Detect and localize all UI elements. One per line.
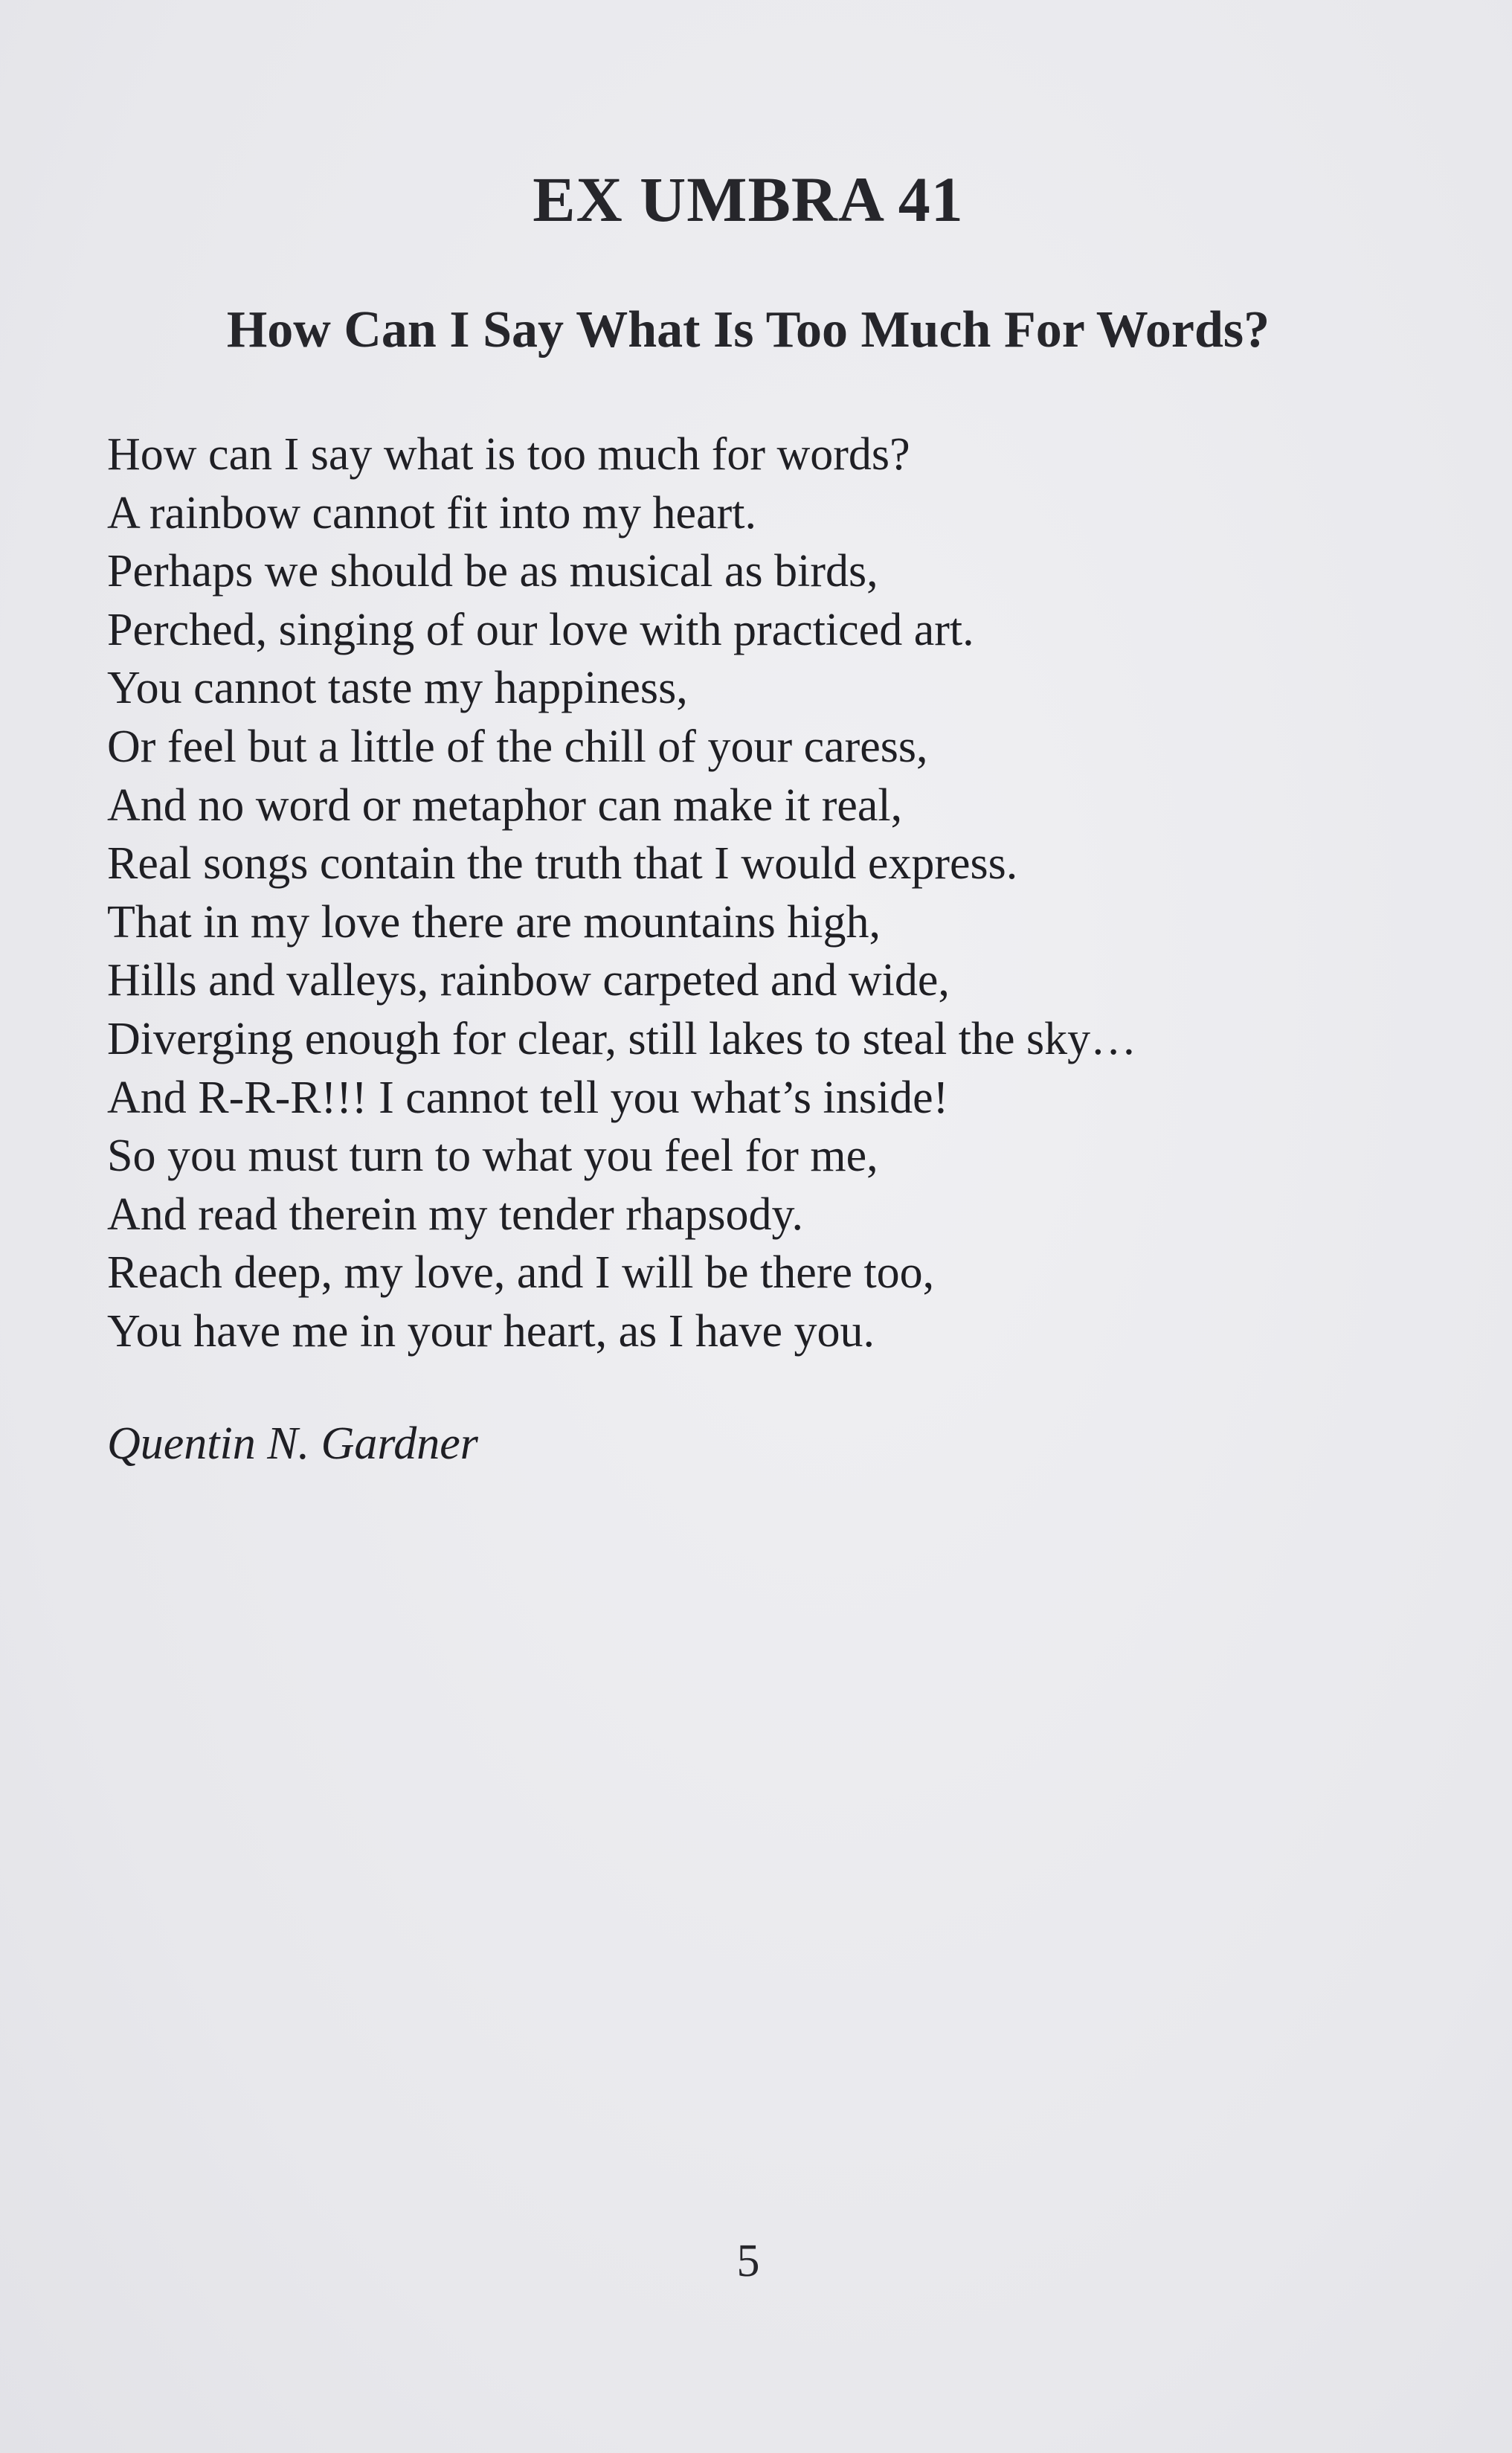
poem-line: That in my love there are mountains high, bbox=[107, 896, 881, 948]
poem-line: So you must turn to what you feel for me, bbox=[107, 1131, 878, 1182]
poem-title: How Can I Say What Is Too Much For Words? bbox=[226, 301, 1270, 359]
poem-line: And no word or metaphor can make it real, bbox=[107, 779, 903, 831]
poem-line: Reach deep, my love, and I will be there too, bbox=[107, 1247, 935, 1299]
poem-line: Hills and valleys, rainbow carpeted and wide, bbox=[107, 955, 950, 1006]
poem-line: Real songs contain the truth that I would express. bbox=[107, 838, 1018, 890]
poem-body bbox=[107, 425, 1446, 1361]
magazine-title: EX UMBRA 41 bbox=[533, 164, 964, 235]
poem-line: A rainbow cannot fit into my heart. bbox=[107, 487, 756, 538]
poem-line: How can I say what is too much for words? bbox=[107, 429, 910, 480]
poem-line: Perched, singing of our love with practiced art. bbox=[107, 604, 974, 655]
poem-line: Perhaps we should be as musical as birds, bbox=[107, 546, 878, 597]
poem-line: And R-R-R!!! I cannot tell you what’s inside! bbox=[107, 1072, 949, 1123]
poem-line: You cannot taste my happiness, bbox=[107, 663, 688, 714]
poem-line: And read therein my tender rhapsody. bbox=[107, 1189, 803, 1240]
poem-line: You have me in your heart, as I have you. bbox=[107, 1305, 875, 1357]
page-number: 5 bbox=[736, 2236, 760, 2286]
poem-author: Quentin N. Gardner bbox=[107, 1418, 478, 1469]
poem-line: Diverging enough for clear, still lakes to steal the sky… bbox=[107, 1013, 1137, 1064]
poem-line: Or feel but a little of the chill of your caress, bbox=[107, 721, 928, 772]
